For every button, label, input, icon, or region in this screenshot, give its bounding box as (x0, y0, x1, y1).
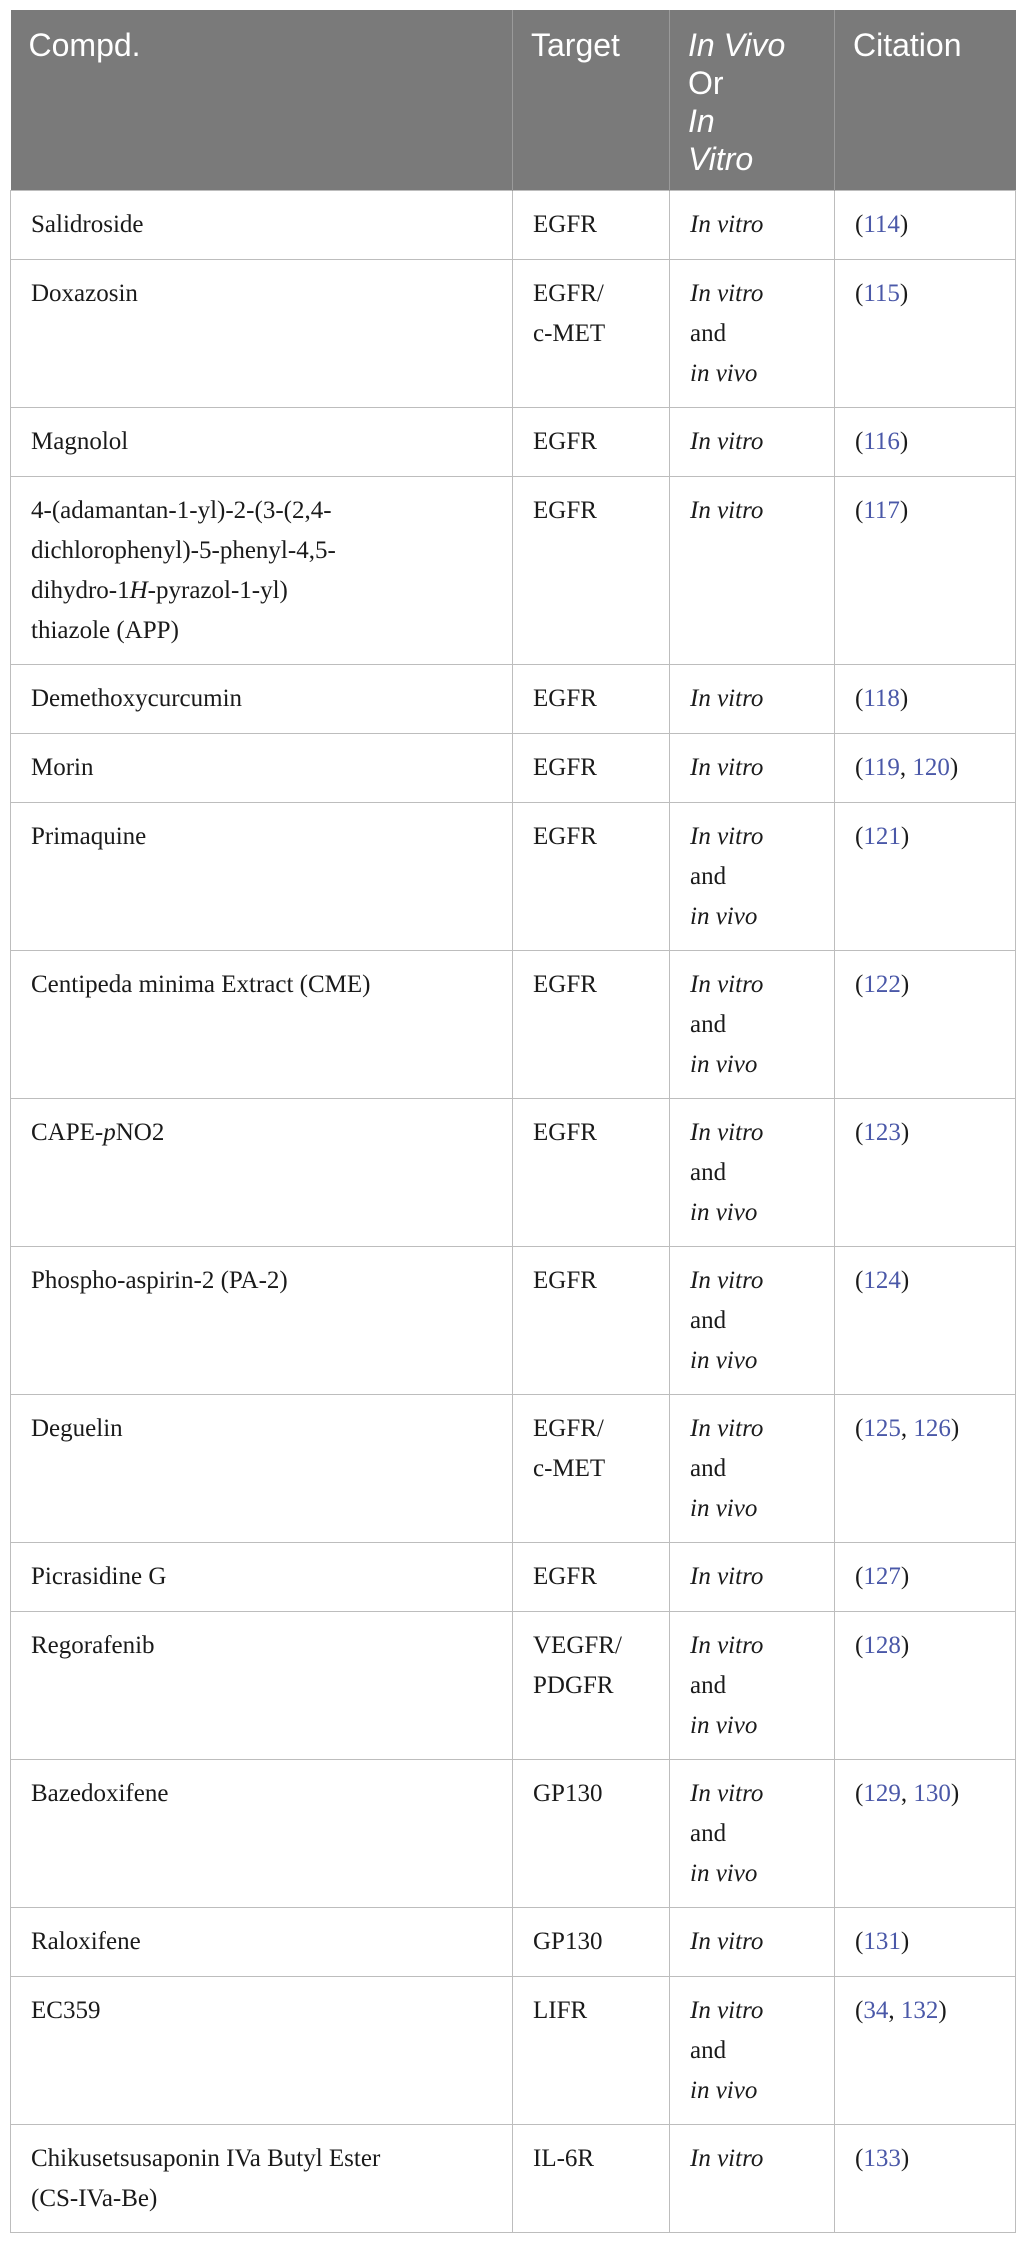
mode-line: and (690, 1672, 727, 1699)
cell-mode (670, 1395, 835, 1543)
cell-target (513, 408, 670, 477)
citation-link[interactable]: 130 (913, 1780, 951, 1807)
cell-target (513, 1977, 670, 2125)
paren-open: ( (855, 2145, 864, 2172)
citation-link[interactable]: 34 (863, 1997, 889, 2024)
mode-line: in vivo (690, 1712, 758, 1739)
cell-citation (835, 260, 1016, 408)
cell-target (513, 734, 670, 803)
paren-close: ) (938, 1997, 947, 2024)
paren-close: ) (900, 1563, 910, 1590)
paren-close: ) (950, 1780, 960, 1807)
citation-link[interactable]: 114 (863, 211, 900, 238)
compound-name-line: dihydro-1H-pyrazol-1-yl) (31, 577, 288, 604)
compound-name-line: Picrasidine G (31, 1563, 167, 1590)
mode-line: and (690, 1455, 727, 1482)
compound-name-line: EC359 (31, 1997, 101, 2024)
citation-link[interactable]: 123 (863, 1119, 901, 1146)
target-line: EGFR (533, 971, 597, 998)
cell-target (513, 1395, 670, 1543)
cell-mode (670, 477, 835, 665)
citation-link[interactable]: 117 (863, 497, 900, 524)
cell-target (513, 1908, 670, 1977)
paren-close: ) (900, 1267, 910, 1294)
header-mode-line: Or (688, 65, 724, 101)
mode-line: and (690, 863, 727, 890)
table-row (11, 260, 1016, 408)
cell-compound (11, 1247, 513, 1395)
cell-citation (835, 408, 1016, 477)
cell-target (513, 1247, 670, 1395)
table-row (11, 1760, 1016, 1908)
compound-name-line: Chikusetsusaponin IVa Butyl Ester (31, 2145, 381, 2172)
citation-link[interactable]: 125 (863, 1415, 901, 1442)
paren-open: ( (855, 211, 864, 238)
cell-compound (11, 2125, 513, 2233)
mode-line: In vitro (690, 685, 764, 712)
cell-mode (670, 734, 835, 803)
cell-compound (11, 665, 513, 734)
cell-mode (670, 260, 835, 408)
mode-line: In vitro (690, 211, 764, 238)
cell-citation (835, 477, 1016, 665)
cell-target (513, 665, 670, 734)
cell-citation (835, 1099, 1016, 1247)
target-line: EGFR/ (533, 1415, 604, 1442)
mode-line: and (690, 2037, 727, 2064)
cell-target (513, 803, 670, 951)
cell-citation (835, 1247, 1016, 1395)
cell-mode (670, 951, 835, 1099)
compound-table (10, 10, 1016, 2233)
cell-citation (835, 1760, 1016, 1908)
mode-line: in vivo (690, 1860, 758, 1887)
cell-target (513, 260, 670, 408)
target-line: LIFR (533, 1997, 588, 2024)
cell-citation (835, 951, 1016, 1099)
target-line: GP130 (533, 1928, 603, 1955)
paren-open: ( (855, 1780, 864, 1807)
mode-line: In vitro (690, 1119, 764, 1146)
citation-link[interactable]: 124 (863, 1267, 901, 1294)
cell-target (513, 2125, 670, 2233)
citation-link[interactable]: 115 (863, 280, 900, 307)
cell-mode (670, 408, 835, 477)
mode-line: and (690, 1011, 727, 1038)
cell-compound (11, 1543, 513, 1612)
paren-open: ( (855, 1563, 864, 1590)
citation-separator: , (888, 1997, 901, 2024)
citation-link[interactable]: 133 (863, 2145, 901, 2172)
cell-compound (11, 1612, 513, 1760)
cell-compound (11, 1908, 513, 1977)
cell-compound (11, 803, 513, 951)
target-line: EGFR (533, 211, 597, 238)
cell-mode (670, 2125, 835, 2233)
cell-target (513, 191, 670, 260)
citation-link[interactable]: 118 (863, 685, 900, 712)
mode-line: and (690, 320, 727, 347)
citation-link[interactable]: 127 (863, 1563, 901, 1590)
paren-close: ) (949, 754, 959, 781)
cell-target (513, 1612, 670, 1760)
cell-compound (11, 734, 513, 803)
cell-citation (835, 1908, 1016, 1977)
header-mode-line: In Vivo (688, 27, 786, 63)
header-mode-line: Vitro (688, 141, 754, 177)
paren-open: ( (855, 1267, 864, 1294)
table-header (11, 10, 1016, 191)
cell-target (513, 1543, 670, 1612)
target-line: EGFR (533, 428, 597, 455)
mode-line: In vitro (690, 1928, 764, 1955)
paren-close: ) (899, 497, 909, 524)
compound-name-line: Raloxifene (31, 1928, 141, 1955)
paren-open: ( (855, 754, 864, 781)
paren-close: ) (900, 823, 910, 850)
compound-name-line: Phospho-aspirin-2 (PA-2) (31, 1267, 288, 1294)
cell-mode (670, 803, 835, 951)
paren-open: ( (855, 428, 864, 455)
paren-open: ( (855, 497, 864, 524)
table-row (11, 1977, 1016, 2125)
table-row (11, 1543, 1016, 1612)
compound-name-line: (CS-IVa-Be) (31, 2185, 158, 2212)
cell-citation (835, 1543, 1016, 1612)
cell-mode (670, 191, 835, 260)
compound-name-line: 4-(adamantan-1-yl)-2-(3-(2,4- (31, 497, 332, 524)
target-line: PDGFR (533, 1672, 614, 1699)
paren-open: ( (855, 971, 864, 998)
mode-line: in vivo (690, 360, 758, 387)
cell-mode (670, 1760, 835, 1908)
mode-line: In vitro (690, 428, 764, 455)
mode-line: and (690, 1159, 727, 1186)
paren-close: ) (900, 2145, 910, 2172)
compound-name-line: CAPE-pNO2 (31, 1119, 165, 1146)
mode-line: in vivo (690, 1199, 758, 1226)
paren-open: ( (855, 685, 864, 712)
cell-compound (11, 477, 513, 665)
header-mode (670, 10, 835, 191)
paren-open: ( (855, 1415, 864, 1442)
citation-link[interactable]: 131 (863, 1928, 901, 1955)
table-row (11, 734, 1016, 803)
cell-citation (835, 1977, 1016, 2125)
cell-compound (11, 408, 513, 477)
target-line: EGFR (533, 685, 597, 712)
paren-close: ) (899, 685, 909, 712)
cell-mode (670, 1099, 835, 1247)
citation-link[interactable]: 121 (863, 823, 901, 850)
mode-line: In vitro (690, 1267, 764, 1294)
cell-citation (835, 1395, 1016, 1543)
mode-line: In vitro (690, 1780, 764, 1807)
mode-line: In vitro (690, 280, 764, 307)
target-line: EGFR (533, 1563, 597, 1590)
target-line: EGFR (533, 754, 597, 781)
mode-line: and (690, 1307, 727, 1334)
header-citation: Citation (835, 10, 1016, 191)
cell-compound (11, 1977, 513, 2125)
compound-table-container (10, 10, 1015, 2233)
table-row (11, 408, 1016, 477)
compound-name-line: Centipeda minima Extract (CME) (31, 971, 371, 998)
cell-compound (11, 260, 513, 408)
citation-link[interactable]: 120 (912, 754, 950, 781)
cell-mode (670, 665, 835, 734)
compound-name-line: Regorafenib (31, 1632, 155, 1659)
table-row (11, 951, 1016, 1099)
compound-name-line: Bazedoxifene (31, 1780, 169, 1807)
cell-target (513, 951, 670, 1099)
target-line: EGFR (533, 1267, 597, 1294)
mode-line: in vivo (690, 903, 758, 930)
target-line: c-MET (533, 1455, 606, 1482)
cell-citation (835, 2125, 1016, 2233)
paren-open: ( (855, 1997, 864, 2024)
header-compd: Compd. (11, 10, 513, 191)
paren-open: ( (855, 1119, 864, 1146)
table-row (11, 2125, 1016, 2233)
paren-open: ( (855, 280, 864, 307)
mode-line: in vivo (690, 2077, 758, 2104)
table-row (11, 1395, 1016, 1543)
mode-line: in vivo (690, 1495, 758, 1522)
target-line: c-MET (533, 320, 606, 347)
target-line: EGFR (533, 497, 597, 524)
citation-separator: , (900, 1780, 914, 1807)
compound-name-line: Demethoxycurcumin (31, 685, 243, 712)
table-row (11, 1612, 1016, 1760)
mode-line: In vitro (690, 497, 764, 524)
cell-citation (835, 803, 1016, 951)
header-target: Target (513, 10, 670, 191)
mode-line: in vivo (690, 1347, 758, 1374)
mode-line: In vitro (690, 2145, 764, 2172)
target-line: IL-6R (533, 2145, 595, 2172)
citation-link[interactable]: 122 (863, 971, 901, 998)
target-line: GP130 (533, 1780, 603, 1807)
compound-name-line: thiazole (APP) (31, 617, 179, 644)
mode-line: In vitro (690, 1997, 764, 2024)
compound-name-line: Magnolol (31, 428, 129, 455)
citation-separator: , (899, 754, 913, 781)
compound-name-line: Salidroside (31, 211, 144, 238)
mode-line: In vitro (690, 1632, 764, 1659)
table-body (11, 191, 1016, 2233)
table-row (11, 1247, 1016, 1395)
cell-compound (11, 1099, 513, 1247)
cell-citation (835, 734, 1016, 803)
cell-target (513, 1099, 670, 1247)
mode-line: and (690, 1820, 727, 1847)
table-row (11, 803, 1016, 951)
mode-line: In vitro (690, 971, 764, 998)
paren-open: ( (855, 1928, 864, 1955)
target-line: EGFR (533, 1119, 597, 1146)
compound-name-line: Primaquine (31, 823, 147, 850)
citation-link[interactable]: 116 (863, 428, 900, 455)
paren-open: ( (855, 1632, 864, 1659)
paren-close: ) (899, 211, 909, 238)
table-row (11, 477, 1016, 665)
cell-target (513, 477, 670, 665)
mode-line: in vivo (690, 1051, 758, 1078)
cell-citation (835, 1612, 1016, 1760)
compound-name-line: Morin (31, 754, 94, 781)
cell-mode (670, 1908, 835, 1977)
table-row (11, 665, 1016, 734)
citation-link[interactable]: 119 (863, 754, 900, 781)
cell-citation (835, 191, 1016, 260)
target-line: EGFR (533, 823, 597, 850)
cell-mode (670, 1543, 835, 1612)
cell-compound (11, 191, 513, 260)
paren-close: ) (900, 1119, 910, 1146)
paren-close: ) (899, 280, 909, 307)
mode-line: In vitro (690, 823, 764, 850)
compound-name-line: dichlorophenyl)-5-phenyl-4,5- (31, 537, 336, 564)
compound-name-line: Deguelin (31, 1415, 123, 1442)
header-mode-line: In (688, 103, 715, 139)
header-row (11, 10, 1016, 191)
paren-close: ) (899, 428, 909, 455)
citation-separator: , (900, 1415, 914, 1442)
mode-line: In vitro (690, 1415, 764, 1442)
table-row (11, 1099, 1016, 1247)
cell-target (513, 1760, 670, 1908)
cell-mode (670, 1247, 835, 1395)
target-line: VEGFR/ (533, 1632, 622, 1659)
mode-line: In vitro (690, 1563, 764, 1590)
paren-close: ) (900, 1928, 910, 1955)
paren-open: ( (855, 823, 864, 850)
table-row (11, 191, 1016, 260)
cell-compound (11, 951, 513, 1099)
citation-link[interactable]: 126 (913, 1415, 951, 1442)
table-row (11, 1908, 1016, 1977)
citation-link[interactable]: 132 (900, 1997, 939, 2024)
cell-citation (835, 665, 1016, 734)
cell-mode (670, 1612, 835, 1760)
target-line: EGFR/ (533, 280, 604, 307)
mode-line: In vitro (690, 754, 764, 781)
cell-compound (11, 1760, 513, 1908)
paren-close: ) (900, 1632, 910, 1659)
cell-compound (11, 1395, 513, 1543)
paren-close: ) (900, 971, 910, 998)
compound-name-line: Doxazosin (31, 280, 138, 307)
cell-mode (670, 1977, 835, 2125)
citation-link[interactable]: 129 (863, 1780, 901, 1807)
paren-close: ) (950, 1415, 960, 1442)
citation-link[interactable]: 128 (863, 1632, 901, 1659)
